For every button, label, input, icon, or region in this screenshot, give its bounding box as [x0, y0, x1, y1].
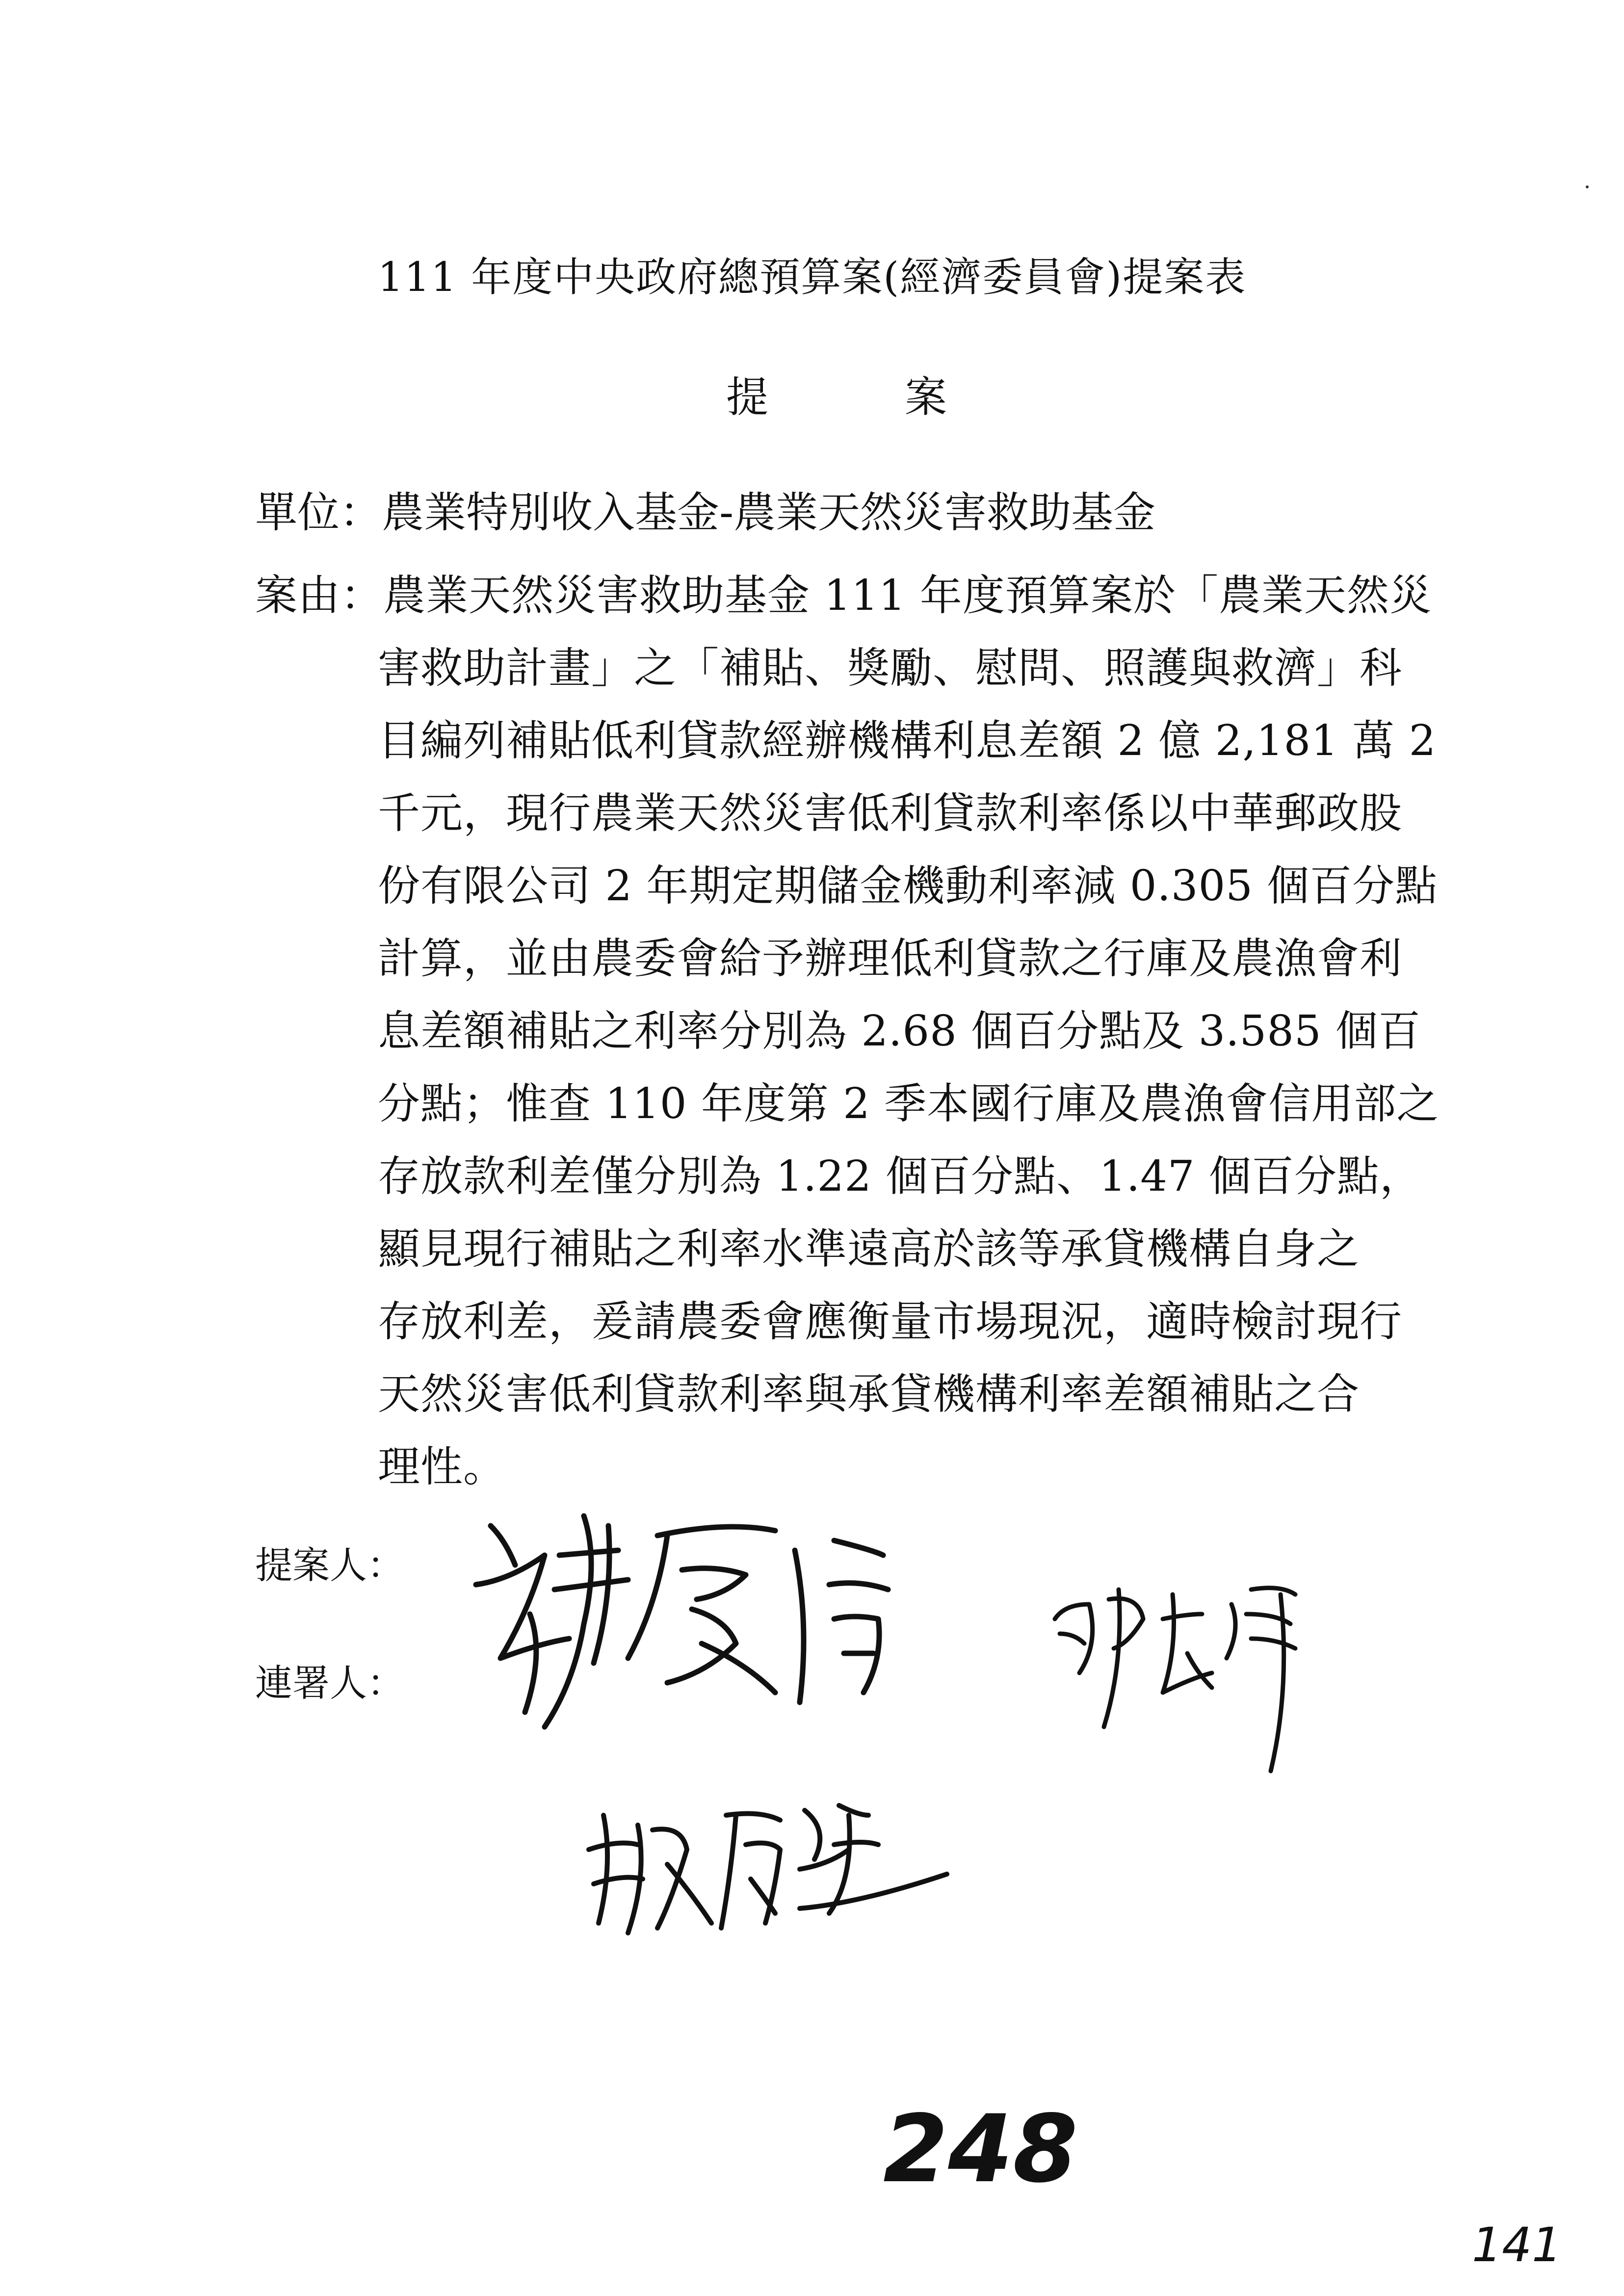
document-subtitle: [726, 363, 947, 424]
reason-text-line: 天然災害低利貸款利率與承貸機構利率差額補貼之合: [378, 1370, 1360, 1419]
unit-label: 單位：: [255, 488, 382, 537]
reason-label: 案由：: [255, 571, 383, 620]
unit-value: 農業特別收入基金-農業天然災害救助基金: [382, 488, 1156, 537]
reason-text-line: 害救助計畫」之「補貼、獎勵、慰問、照護與救濟」科: [378, 644, 1402, 693]
signature-third: [584, 1786, 957, 1948]
reason-text-line: 存放款利差僅分別為 1.22 個百分點、1.47 個百分點，: [378, 1152, 1422, 1201]
signature-primary: [471, 1496, 913, 1751]
reason-text-line: 計算，並由農委會給予辦理低利貸款之行庫及農漁會利: [378, 934, 1402, 983]
reason-text-line: 息差額補貼之利率分別為 2.68 個百分點及 3.585 個百: [378, 1007, 1421, 1056]
cosigner-label: 連署人：: [255, 1661, 404, 1705]
subtitle-char-2: 案: [905, 373, 947, 422]
scan-speck: [1586, 185, 1589, 188]
reason-text-line: 顯見現行補貼之利率水準遠高於該等承貸機構自身之: [378, 1225, 1360, 1274]
reason-block: [255, 559, 1440, 1503]
reason-text-line: 農業天然災害救助基金 111 年度預算案於「農業天然災: [383, 571, 1432, 620]
reason-text-line: 份有限公司 2 年期定期儲金機動利率減 0.305 個百分點: [378, 861, 1438, 911]
subtitle-char-1: 提: [726, 373, 768, 422]
reason-line-first: [255, 559, 1433, 632]
reason-text-line: 分點；惟查 110 年度第 2 季本國行庫及農漁會信用部之: [378, 1079, 1440, 1128]
proposer-label: 提案人：: [255, 1543, 404, 1587]
signature-second: [1045, 1565, 1320, 1791]
corner-page-number: 141: [1472, 2218, 1562, 2272]
reason-text-line: 理性。: [378, 1442, 506, 1491]
reason-text-line: 千元，現行農業天然災害低利貸款利率係以中華郵政股: [378, 789, 1402, 838]
reason-text-line: 目編列補貼低利貸款經辦機構利息差額 2 億 2,181 萬 2: [378, 716, 1437, 765]
reason-text-line: 存放利差，爰請農委會應衡量市場現況，適時檢討現行: [378, 1297, 1402, 1346]
document-title: 111 年度中央政府總預算案(經濟委員會)提案表: [377, 254, 1247, 301]
handwritten-page-number: 248: [883, 2095, 1078, 2203]
unit-row: [255, 478, 1155, 539]
